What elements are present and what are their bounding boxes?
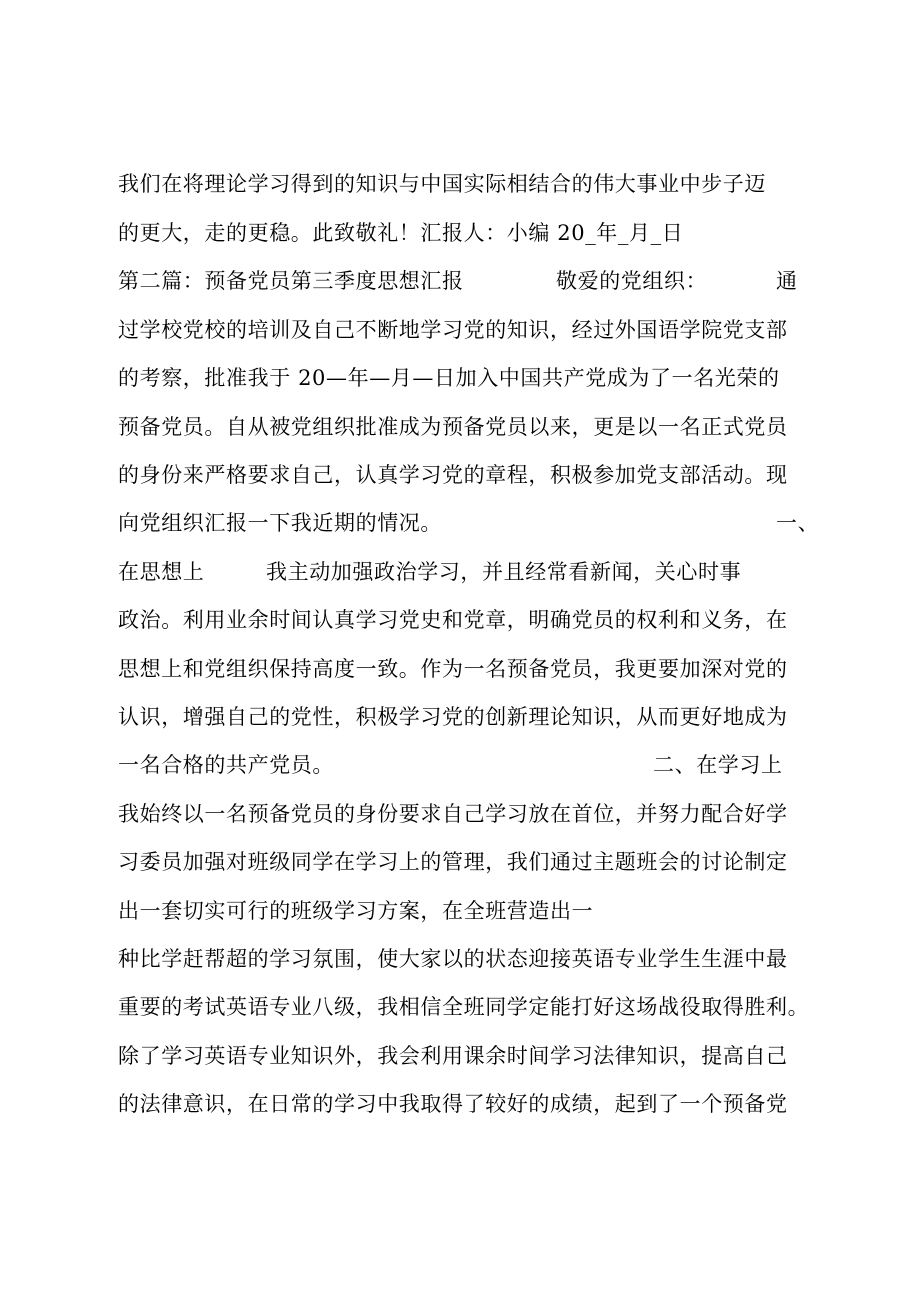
text-fragment: 通 xyxy=(776,269,798,293)
text-line: 我始终以一名预备党员的身份要求自己学习放在首位，并努力配合好学 xyxy=(118,802,788,826)
section-heading: 在思想上 xyxy=(118,560,205,584)
text-line: 预备党员。自从被党组织批准成为预备党员以来，更是以一名正式党员 xyxy=(118,415,788,439)
text-line: 种比学赶帮超的学习氛围，使大家以的状态迎接英语专业学生生涯中最 xyxy=(118,947,788,971)
text-line: 除了学习英语专业知识外，我会利用课余时间学习法律知识，提高自己 xyxy=(118,1044,788,1068)
text-fragment: 我主动加强政治学习，并且经常看新闻，关心时事 xyxy=(266,560,742,584)
text-line: 思想上和党组织保持高度一致。作为一名预备党员，我更要加深对党的 xyxy=(118,657,788,681)
text-line: 我们在将理论学习得到的知识与中国实际相结合的伟大事业中步子迈 xyxy=(118,172,766,196)
text-line: 的更大，走的更稳。此致敬礼！汇报人：小编 20_年_月_日 xyxy=(118,221,684,245)
section-number: 一、 xyxy=(776,511,820,535)
text-line: 的考察，批准我于 20—年—月—日加入中国共产党成为了一名光荣的 xyxy=(118,366,780,390)
text-fragment: 一名合格的共产党员。 xyxy=(118,753,334,777)
salutation: 敬爱的党组织： xyxy=(556,269,708,293)
text-line: 过学校党校的培训及自己不断地学习党的知识，经过外国语学院党支部 xyxy=(118,318,788,342)
text-line: 的法律意识，在日常的学习中我取得了较好的成绩，起到了一个预备党 xyxy=(118,1092,788,1116)
section-heading: 二、在学习上 xyxy=(653,753,783,777)
text-fragment: 向党组织汇报一下我近期的情况。 xyxy=(118,511,442,535)
text-line: 重要的考试英语专业八级，我相信全班同学定能打好这场战役取得胜利。 xyxy=(118,995,810,1019)
text-line: 的身份来严格要求自己，认真学习党的章程，积极参加党支部活动。现 xyxy=(118,463,788,487)
text-line: 习委员加强对班级同学在学习上的管理，我们通过主题班会的讨论制定 xyxy=(118,850,788,874)
section-heading: 第二篇：预备党员第三季度思想汇报 xyxy=(118,269,464,293)
text-line: 认识，增强自己的党性，积极学习党的创新理论知识，从而更好地成为 xyxy=(118,705,788,729)
text-line: 政治。利用业余时间认真学习党史和党章，明确党员的权利和义务，在 xyxy=(118,608,788,632)
text-line: 出一套切实可行的班级学习方案，在全班营造出一 xyxy=(118,899,594,923)
